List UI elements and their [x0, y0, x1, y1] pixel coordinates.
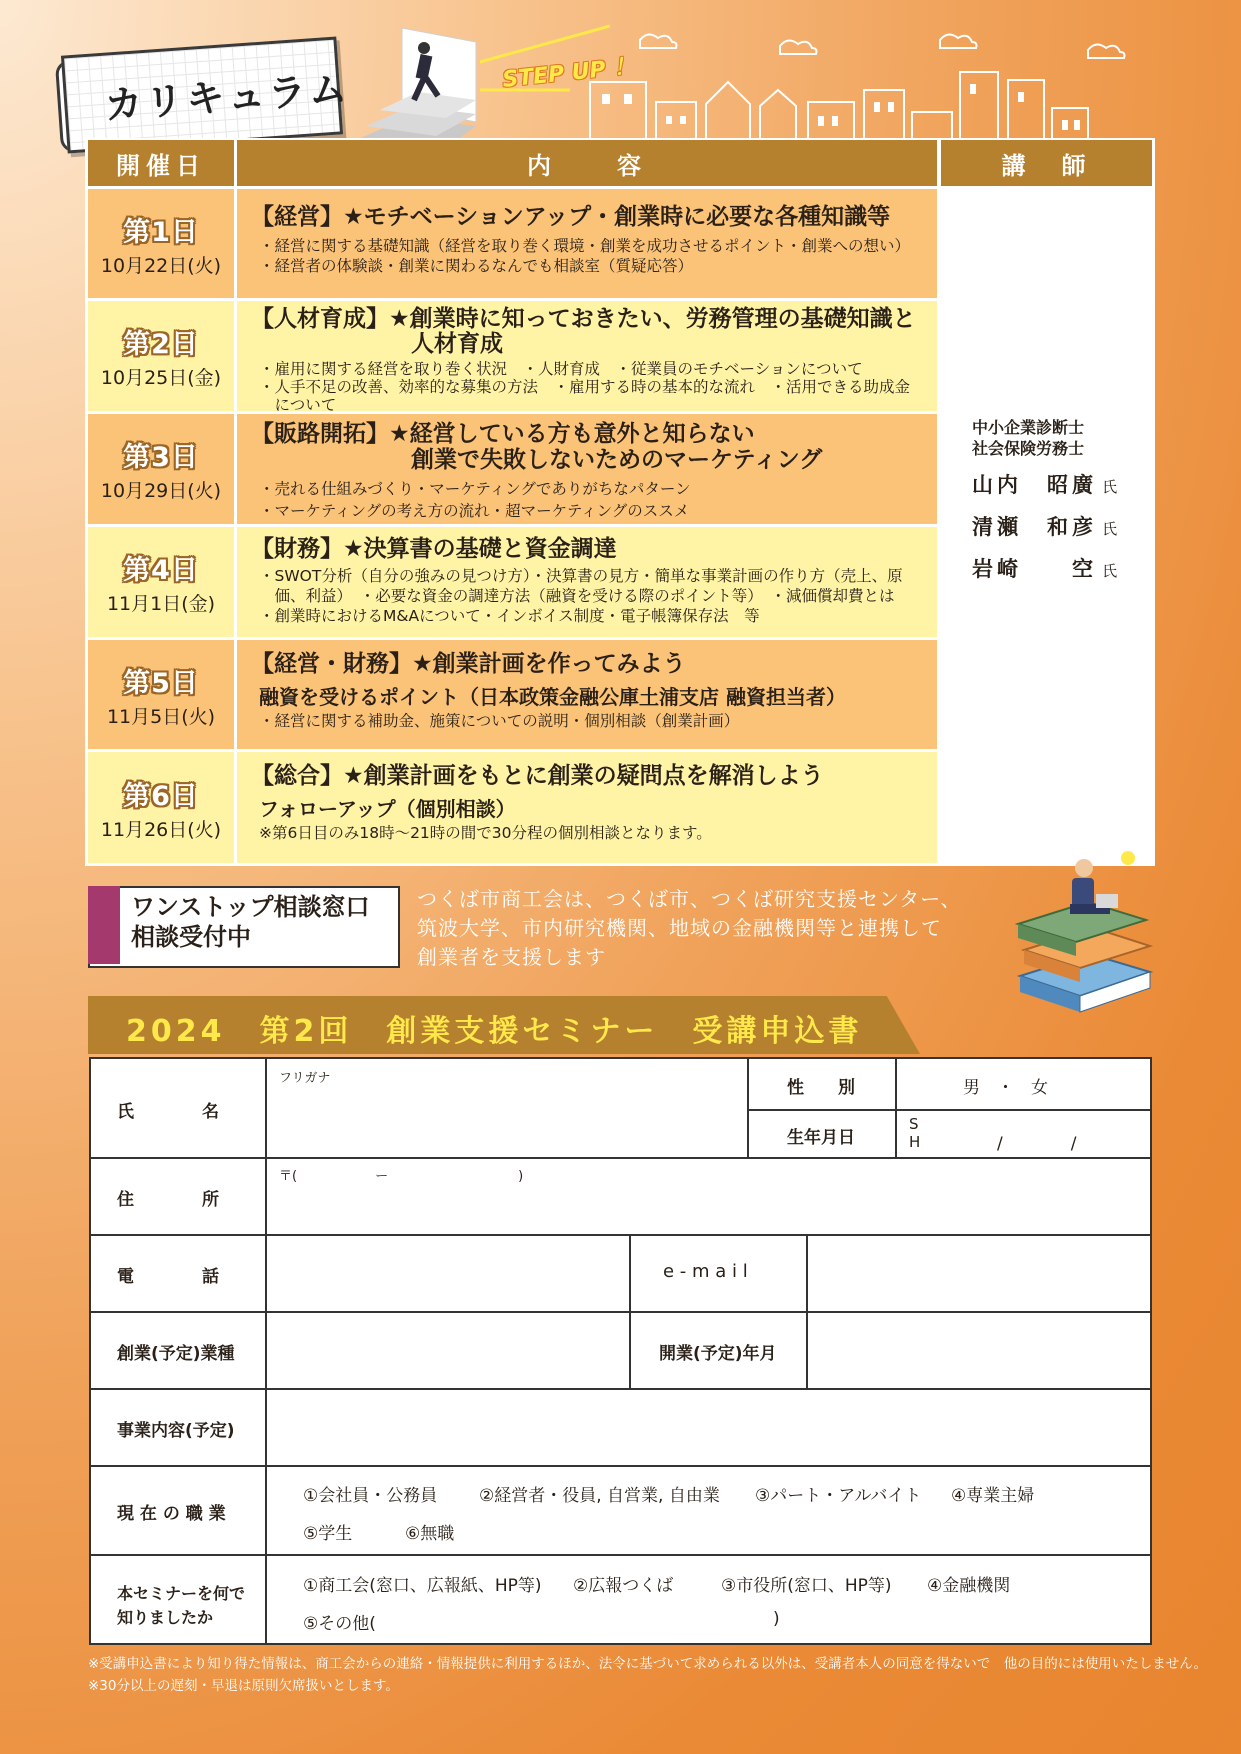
job-option[interactable]: ②経営者・役員, 自営業, 自由業 [479, 1486, 720, 1506]
day-6-cell [88, 752, 234, 863]
privacy-note: ※受講申込書により知り得た情報は、商工会からの連絡・情報提供に利用するほか、法令に基づいて求められる以外は、受講者本人の同意を得ないで 他の目的には使用いたしません。 [88, 1656, 1208, 1672]
day-3-content [237, 414, 937, 524]
lecturer-suffix: 氏 [1102, 478, 1118, 496]
lecturer-cell [941, 189, 1152, 863]
day-label: 第4日 [123, 555, 199, 586]
day-1-cell [88, 189, 234, 298]
postal-code-field[interactable]: 〒( ー ) [279, 1169, 524, 1184]
email-label: e - m a i l [663, 1261, 748, 1282]
day-label: 第5日 [123, 667, 199, 699]
support-line: 筑波大学、市内研究機関、地域の金融機関等と連携して [417, 916, 942, 940]
day-title: 【販路開拓】★経営している方も意外と知らない [251, 421, 755, 447]
day-3-cell [88, 414, 234, 524]
day-date: 10月29日(火) [100, 480, 222, 502]
day-6-content [237, 752, 937, 863]
name-label: 氏 名 [117, 1102, 219, 1122]
day-2-content [237, 301, 937, 414]
onestop-line1: ワンストップ相談窓口 [131, 893, 370, 921]
day-bullet: ・雇用に関する経営を取り巻く状況 ・人財育成 ・従業員のモチベーションについて [259, 360, 863, 378]
day-bullet: ・人手不足の改善、効率的な募集の方法 ・雇用する時の基本的な流れ ・活用できる助成金 [259, 378, 911, 396]
day-title: 【財務】★決算書の基礎と資金調達 [251, 536, 617, 562]
lecturer-name: 岩崎 空 [972, 557, 1097, 581]
day-4-content [237, 527, 937, 637]
books-person-illustration [1010, 846, 1160, 1026]
day-bullet: ※第6日目のみ18時〜21時の間で30分程の個別相談となります。 [259, 824, 712, 842]
day-date: 10月22日(火) [100, 254, 222, 277]
day-title: 【経営】★モチベーションアップ・創業時に必要な各種知識等 [251, 204, 891, 230]
source-option-other[interactable]: ⑤その他( [303, 1614, 376, 1634]
job-option[interactable]: ①会社員・公務員 [303, 1486, 438, 1506]
job-option[interactable]: ⑤学生 [303, 1524, 353, 1544]
header-date: 開催日 [88, 140, 234, 186]
day-bullet: ・経営者の体験談・創業に関わるなんでも相談室（質疑応答） [259, 257, 694, 275]
source-other-close: ) [773, 1609, 780, 1629]
day-bullet: について [259, 396, 337, 414]
gender-label: 性 別 [787, 1078, 855, 1098]
address-field[interactable] [267, 1185, 1147, 1231]
lecturer-role: 中小企業診断士 [972, 418, 1085, 437]
lateness-note: ※30分以上の遅刻・早退は原則欠席扱いとします。 [88, 1678, 399, 1694]
day-label: 第1日 [123, 216, 199, 248]
support-line: つくば市商工会は、つくば市、つくば研究支援センター、 [417, 887, 962, 911]
onestop-line2: 相談受付中 [131, 923, 251, 951]
birth-era-s: S [909, 1115, 919, 1133]
name-field[interactable] [267, 1085, 745, 1155]
day-1-content [237, 189, 937, 298]
form-title: 2024 第2回 創業支援セミナー 受講申込書 [126, 1014, 863, 1049]
day-bullet: ・売れる仕組みづくり・マーケティングでありがちなパターン [259, 480, 691, 498]
day-bullet: ・SWOT分析（自分の強みの見つけ方）・決算書の見方・簡単な事業計画の作り方（売上、原 [259, 567, 903, 585]
open-date-field[interactable] [809, 1313, 1149, 1387]
phone-label: 電 話 [117, 1267, 219, 1287]
source-label: 知りましたか [117, 1608, 214, 1627]
day-2-cell [88, 301, 234, 411]
application-form [89, 1057, 1152, 1645]
source-label: 本セミナーを何で [117, 1584, 246, 1603]
day-label: 第6日 [123, 780, 199, 812]
open-date-label: 開業(予定)年月 [659, 1344, 777, 1364]
lecturer-name: 清瀬 和彦 [972, 515, 1097, 539]
day-label: 第2日 [123, 329, 199, 360]
lecturer-role: 社会保険労務士 [972, 439, 1085, 458]
address-label: 住 所 [117, 1190, 219, 1210]
header-lecturer: 講 師 [941, 140, 1152, 186]
furigana-label: フリガナ [279, 1071, 331, 1086]
gender-options[interactable]: 男 ・ 女 [963, 1078, 1048, 1098]
day-4-cell [88, 527, 234, 637]
support-text [417, 885, 1017, 972]
day-subtitle: フォローアップ（個別相談） [259, 797, 516, 821]
business-label: 事業内容(予定) [117, 1421, 235, 1441]
day-bullet: ・マーケティングの考え方の流れ・超マーケティングのススメ [259, 502, 690, 520]
support-line: 創業者を支援します [417, 945, 606, 969]
day-5-cell [88, 640, 234, 749]
day-title-line2: 創業で失敗しないためのマーケティング [411, 447, 823, 473]
day-bullet: ・経営に関する補助金、施策についての説明・個別相談（創業計画） [259, 712, 740, 730]
source-option[interactable]: ②広報つくば [573, 1576, 674, 1596]
lecturer-name: 山内 昭廣 [972, 473, 1097, 497]
birthdate-field[interactable]: / / [997, 1134, 1077, 1154]
step-up-text: STEP UP ！ [501, 54, 637, 93]
phone-field[interactable] [267, 1236, 627, 1310]
onestop-accent-bar [88, 886, 120, 964]
curriculum-title: カリキュラム [103, 66, 352, 128]
business-field[interactable] [267, 1390, 1147, 1464]
birthdate-label: 生年月日 [787, 1128, 855, 1148]
day-date: 11月5日(火) [106, 705, 216, 728]
lecturer-suffix: 氏 [1102, 562, 1118, 580]
email-field[interactable] [809, 1236, 1149, 1310]
day-bullet: ・創業時におけるM&Aについて・インボイス制度・電子帳簿保存法 等 [259, 607, 760, 625]
day-subtitle: 融資を受けるポイント（日本政策金融公庫土浦支店 融資担当者） [259, 685, 846, 709]
job-option[interactable]: ④専業主婦 [951, 1486, 1035, 1506]
onestop-text [131, 892, 370, 952]
source-option[interactable]: ④金融機関 [927, 1576, 1011, 1596]
day-date: 11月26日(火) [100, 818, 222, 841]
source-option[interactable]: ③市役所(窓口、HP等) [721, 1576, 892, 1596]
job-label: 現 在 の 職 業 [117, 1504, 226, 1524]
job-option[interactable]: ⑥無職 [405, 1524, 455, 1544]
job-option[interactable]: ③パート・アルバイト [755, 1486, 922, 1506]
industry-field[interactable] [267, 1313, 627, 1387]
day-5-content [237, 640, 937, 749]
day-bullet: 価、利益） ・必要な資金の調達方法（融資を受ける際のポイント等） ・減価償却費とは [259, 587, 895, 605]
day-bullet: ・経営に関する基礎知識（経営を取り巻く環境・創業を成功させるポイント・創業への想い） [259, 237, 911, 255]
day-title-line2: 人材育成 [411, 331, 503, 357]
birth-era-h: H [909, 1133, 921, 1151]
industry-label: 創業(予定)業種 [117, 1344, 235, 1364]
day-title: 【人材育成】★創業時に知っておきたい、労務管理の基礎知識と [251, 306, 916, 332]
day-label: 第3日 [123, 442, 199, 473]
header-content: 内 容 [237, 140, 937, 186]
day-date: 11月1日(金) [106, 593, 216, 615]
lecturer-suffix: 氏 [1102, 520, 1118, 538]
day-title: 【総合】★創業計画をもとに創業の疑問点を解消しよう [251, 763, 824, 789]
day-date: 10月25日(金) [100, 367, 222, 389]
day-title: 【経営・財務】★創業計画を作ってみよう [251, 651, 686, 677]
source-option[interactable]: ①商工会(窓口、広報紙、HP等) [303, 1576, 542, 1596]
